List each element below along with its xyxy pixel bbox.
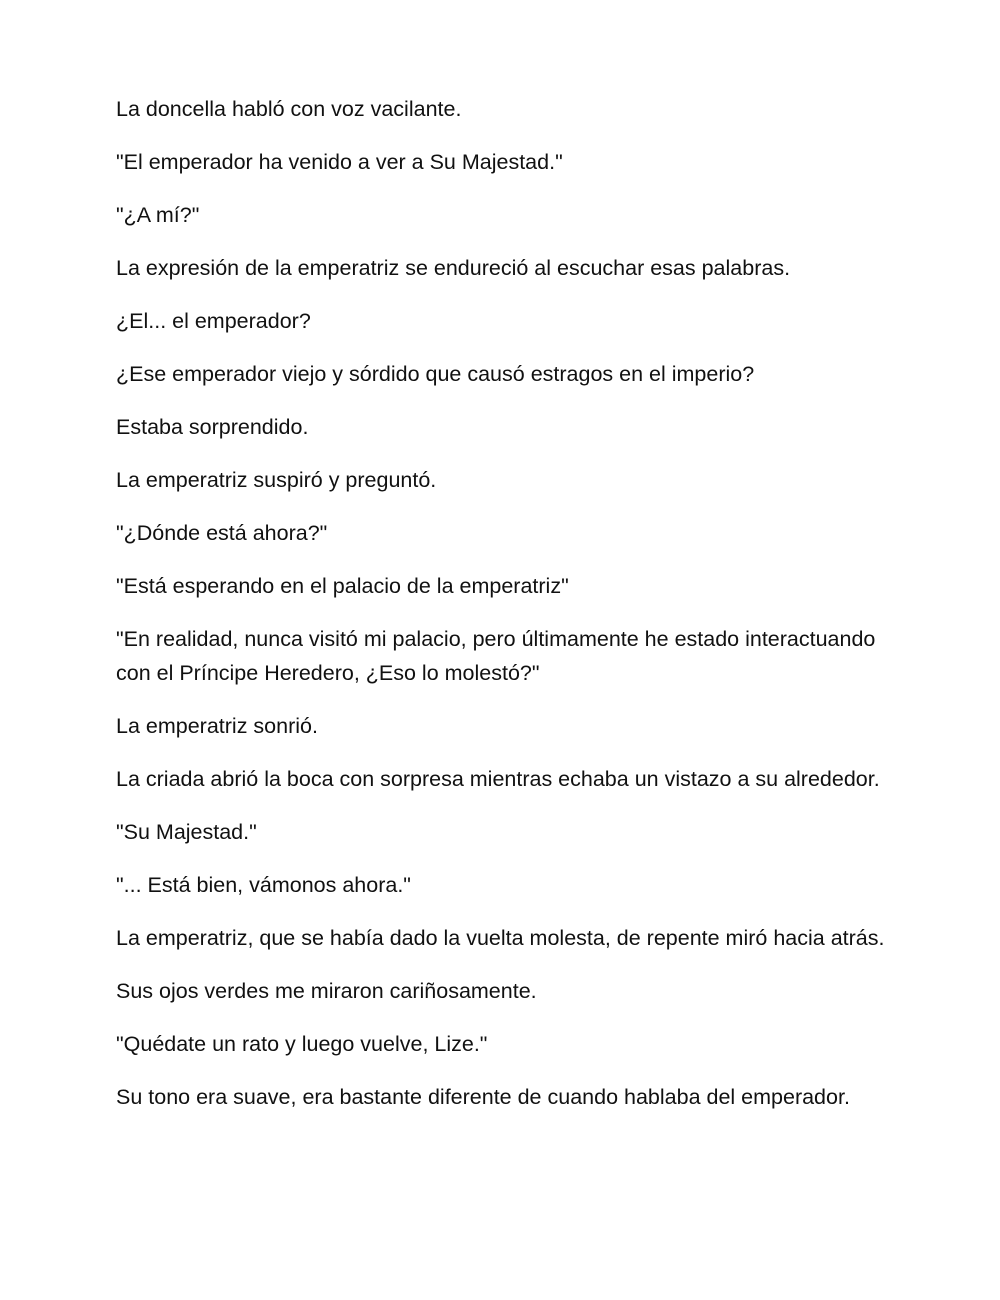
paragraph: La emperatriz sonrió. xyxy=(116,714,318,738)
paragraph: La emperatriz suspiró y preguntó. xyxy=(116,468,437,492)
paragraph: "Quédate un rato y luego vuelve, Lize." xyxy=(116,1032,488,1056)
paragraph: "... Está bien, vámonos ahora." xyxy=(116,873,411,897)
paragraph: ¿Ese emperador viejo y sórdido que causó estragos en el imperio? xyxy=(116,362,755,386)
paragraph: Estaba sorprendido. xyxy=(116,415,309,439)
paragraph: La expresión de la emperatriz se endureció al escuchar esas palabras. xyxy=(116,256,791,280)
paragraph: ¿El... el emperador? xyxy=(116,309,311,333)
paragraph: "En realidad, nunca visitó mi palacio, pero últimamente he estado interactuando con el Príncipe Heredero, ¿Eso lo molestó?" xyxy=(116,627,876,685)
paragraph: Sus ojos verdes me miraron cariñosamente. xyxy=(116,979,537,1003)
paragraph: "Está esperando en el palacio de la emperatriz" xyxy=(116,574,569,598)
paragraph: "¿A mí?" xyxy=(116,203,200,227)
paragraph: La emperatriz, que se había dado la vuelta molesta, de repente miró hacia atrás. xyxy=(116,926,885,950)
paragraph: "El emperador ha venido a ver a Su Majestad." xyxy=(116,150,563,174)
document-body xyxy=(116,92,896,1133)
paragraph: "¿Dónde está ahora?" xyxy=(116,521,328,545)
paragraph: La doncella habló con voz vacilante. xyxy=(116,97,462,121)
paragraph: Su tono era suave, era bastante diferente de cuando hablaba del emperador. xyxy=(116,1085,850,1109)
paragraph: La criada abrió la boca con sorpresa mientras echaba un vistazo a su alrededor. xyxy=(116,767,880,791)
paragraph: "Su Majestad." xyxy=(116,820,257,844)
